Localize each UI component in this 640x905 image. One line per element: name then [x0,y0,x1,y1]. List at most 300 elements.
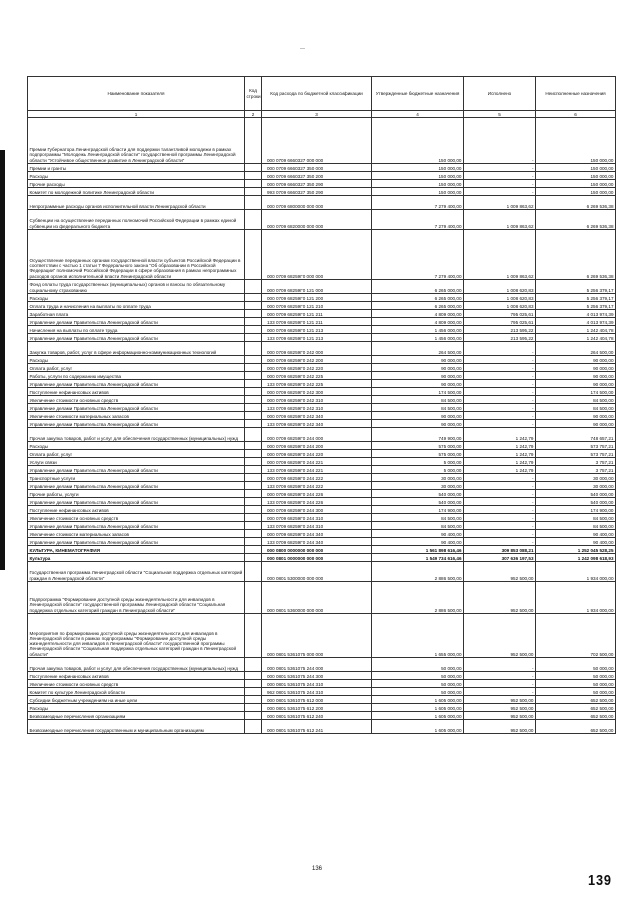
row-line-code-cell [245,412,262,420]
table-row [28,356,616,364]
row-name-cell: Безвозмездные перечисления организациям [28,712,245,720]
row-budget-code-cell: 133 0709 68259Г0 121 211 [262,318,372,326]
row-executed-cell: 1 242,79 [464,450,536,458]
row-executed-cell: - [464,530,536,538]
row-line-code-cell [245,372,262,380]
row-budget-code-cell: 000 0801 5361075 244 310 [262,680,372,688]
row-name-cell: Фонд оплаты труда государственных (муниципальных) органов и взносы по обязательному социальному страхованию [28,280,245,294]
row-approved-cell: 90 400,00 [372,530,464,538]
row-unexecuted-cell: 5 256 379,17 [536,294,616,302]
table-row [28,582,616,614]
row-executed-cell: - [464,514,536,522]
row-budget-code-cell: 000 0709 68259Г0 242 340 [262,412,372,420]
row-unexecuted-cell: 702 500,00 [536,614,616,658]
row-approved-cell: 5 000,00 [372,466,464,474]
row-name-cell: Увеличение стоимости основных средств [28,680,245,688]
row-budget-code-cell: 000 0800 0000000 000 000 [262,546,372,554]
row-unexecuted-cell: 573 757,21 [536,450,616,458]
row-unexecuted-cell: 90 000,00 [536,372,616,380]
row-executed-cell: 1 009 863,62 [464,230,536,280]
row-approved-cell: 2 886 500,00 [372,582,464,614]
row-budget-code-cell: 000 0709 68259Г0 244 000 [262,428,372,442]
column-number: 3 [262,111,372,118]
row-budget-code-cell: 000 0801 5360000 000 000 [262,582,372,614]
row-name-cell: Прочая закупка товаров, работ и услуг для обеспечения государственных (муниципальных) нужд [28,428,245,442]
row-line-code-cell [245,230,262,280]
row-line-code-cell [245,482,262,490]
table-row [28,522,616,530]
row-budget-code-cell: 000 0801 5361075 612 000 [262,696,372,704]
table-row [28,326,616,334]
row-line-code-cell [245,712,262,720]
row-executed-cell: 1 009 863,62 [464,210,536,230]
row-approved-cell: 7 279 400,00 [372,196,464,210]
row-budget-code-cell: 000 0801 5361075 612 240 [262,712,372,720]
row-unexecuted-cell: 150 000,00 [536,180,616,188]
row-unexecuted-cell: 540 000,00 [536,490,616,498]
row-approved-cell: 5 000,00 [372,458,464,466]
row-name-cell: Увеличение стоимости основных средств [28,396,245,404]
row-budget-code-cell: 000 0709 68259Г0 244 340 [262,530,372,538]
table-row [28,474,616,482]
row-budget-code-cell: 133 0709 68259Г0 244 310 [262,522,372,530]
row-unexecuted-cell: 1 242 404,78 [536,326,616,334]
row-line-code-cell [245,388,262,396]
row-approved-cell: 6 265 000,00 [372,302,464,310]
row-unexecuted-cell: 652 500,00 [536,712,616,720]
row-unexecuted-cell: 50 000,00 [536,680,616,688]
column-number: 4 [372,111,464,118]
row-unexecuted-cell: 3 757,21 [536,458,616,466]
row-name-cell: КУЛЬТУРА, КИНЕМАТОГРАФИЯ [28,546,245,554]
row-budget-code-cell: 962 0801 5361075 244 310 [262,688,372,696]
row-executed-cell: - [464,672,536,680]
row-name-cell: Увеличение стоимости материальных запасов [28,412,245,420]
row-approved-cell: 150 000,00 [372,164,464,172]
table-row [28,118,616,164]
row-unexecuted-cell: 1 934 000,00 [536,582,616,614]
row-unexecuted-cell: 90 000,00 [536,380,616,388]
header-approved: Утвержденные бюджетные назначения [372,77,464,111]
row-name-cell: Управление делами Правительства Ленинградской области [28,466,245,474]
row-line-code-cell [245,466,262,474]
row-approved-cell: 90 000,00 [372,380,464,388]
row-name-cell: Премии и гранты [28,164,245,172]
table-row [28,680,616,688]
table-row [28,672,616,680]
row-approved-cell: 575 000,00 [372,450,464,458]
row-name-cell: Поступление нефинансовых активов [28,506,245,514]
row-executed-cell: 952 500,00 [464,712,536,720]
row-budget-code-cell: 000 0801 0000000 000 000 [262,554,372,562]
handwritten-sheet-number: 139 [588,872,612,889]
row-executed-cell: - [464,188,536,196]
table-row [28,696,616,704]
row-unexecuted-cell: 573 757,21 [536,442,616,450]
row-name-cell: Субвенции на осуществление переданных полномочий Российской Федерации в рамках единой субвенции из федерального бюджета [28,210,245,230]
row-budget-code-cell: 000 0709 68259Г0 000 000 [262,230,372,280]
row-approved-cell: 150 000,00 [372,180,464,188]
row-approved-cell: 150 000,00 [372,188,464,196]
row-executed-cell: 952 500,00 [464,562,536,582]
row-unexecuted-cell: 150 000,00 [536,118,616,164]
row-executed-cell: - [464,658,536,672]
row-approved-cell: 540 000,00 [372,498,464,506]
row-budget-code-cell: 000 0709 68259Г0 244 222 [262,474,372,482]
row-line-code-cell [245,280,262,294]
row-approved-cell: 150 000,00 [372,118,464,164]
row-name-cell: Увеличение стоимости основных средств [28,514,245,522]
row-line-code-cell [245,530,262,538]
row-line-code-cell [245,450,262,458]
row-name-cell: Культура [28,554,245,562]
table-row [28,404,616,412]
table-row [28,530,616,538]
table-row [28,442,616,450]
row-budget-code-cell: 133 0709 68259Г0 242 340 [262,420,372,428]
row-line-code-cell [245,680,262,688]
table-row [28,428,616,442]
row-name-cell: Заработная плата [28,310,245,318]
table-row [28,302,616,310]
row-line-code-cell [245,164,262,172]
row-executed-cell: - [464,412,536,420]
row-approved-cell: 1 561 898 616,46 [372,546,464,554]
row-executed-cell: - [464,396,536,404]
table-row [28,562,616,582]
row-line-code-cell [245,546,262,554]
table-row [28,342,616,356]
row-name-cell: Управление делами Правительства Ленинградской области [28,482,245,490]
row-approved-cell: 90 000,00 [372,420,464,428]
row-line-code-cell [245,538,262,546]
row-executed-cell: 952 500,00 [464,614,536,658]
row-line-code-cell [245,326,262,334]
row-approved-cell: 264 500,00 [372,342,464,356]
row-budget-code-cell: 000 0709 68259Г0 244 226 [262,490,372,498]
row-line-code-cell [245,688,262,696]
row-approved-cell: 84 500,00 [372,404,464,412]
row-name-cell: Расходы [28,704,245,712]
row-executed-cell: 795 025,61 [464,310,536,318]
row-line-code-cell [245,720,262,734]
left-binding-bar [0,150,5,570]
table-row [28,514,616,522]
row-approved-cell: 1 549 734 616,46 [372,554,464,562]
header-executed: Исполнено [464,77,536,111]
row-name-cell: Начисления на выплаты по оплате труда [28,326,245,334]
row-executed-cell: 952 500,00 [464,704,536,712]
row-executed-cell: 795 025,61 [464,318,536,326]
row-line-code-cell [245,582,262,614]
row-budget-code-cell: 000 0709 6800000 000 000 [262,196,372,210]
row-line-code-cell [245,356,262,364]
row-name-cell: Управление делами Правительства Ленинградской области [28,334,245,342]
row-approved-cell: 6 265 000,00 [372,294,464,302]
table-row [28,450,616,458]
row-executed-cell: 309 853 088,21 [464,546,536,554]
table-row [28,412,616,420]
row-approved-cell: 30 000,00 [372,482,464,490]
row-unexecuted-cell: 6 269 536,38 [536,210,616,230]
row-line-code-cell [245,180,262,188]
table-row [28,506,616,514]
row-unexecuted-cell: 1 242 098 618,93 [536,554,616,562]
table-row [28,396,616,404]
row-approved-cell: 1 605 000,00 [372,712,464,720]
row-budget-code-cell: 000 0709 6820000 000 000 [262,210,372,230]
row-budget-code-cell: 000 0709 68259Г0 121 213 [262,326,372,334]
row-name-cell: Прочие работы, услуги [28,490,245,498]
row-budget-code-cell: 993 0709 6660327 350 290 [262,188,372,196]
row-approved-cell: 90 000,00 [372,364,464,372]
table-row [28,188,616,196]
row-name-cell: Прочие расходы [28,180,245,188]
row-name-cell: Субсидии бюджетным учреждениям на иные цели [28,696,245,704]
table-row [28,380,616,388]
row-line-code-cell [245,118,262,164]
row-name-cell: Расходы [28,294,245,302]
row-executed-cell: - [464,388,536,396]
row-unexecuted-cell: 30 000,00 [536,474,616,482]
row-name-cell: Безвозмездные перечисления государственным и муниципальным организациям [28,720,245,734]
row-approved-cell: 1 605 000,00 [372,720,464,734]
row-name-cell: Государственная программа Ленинградской области "Социальная поддержка отдельных категорий граждан в Ленинградской области" [28,562,245,582]
row-unexecuted-cell: 264 500,00 [536,342,616,356]
row-name-cell: Управление делами Правительства Ленинградской области [28,404,245,412]
row-budget-code-cell: 000 0801 5361075 612 200 [262,704,372,712]
row-executed-cell: - [464,688,536,696]
row-unexecuted-cell: 84 500,00 [536,514,616,522]
table-row [28,334,616,342]
row-line-code-cell [245,428,262,442]
row-budget-code-cell: 000 0709 6660327 350 290 [262,180,372,188]
row-name-cell: Управление делами Правительства Ленинградской области [28,420,245,428]
row-executed-cell: 213 595,22 [464,334,536,342]
row-executed-cell: - [464,522,536,530]
row-executed-cell: - [464,342,536,356]
row-unexecuted-cell: 90 000,00 [536,356,616,364]
row-executed-cell: 952 500,00 [464,720,536,734]
row-approved-cell: 90 000,00 [372,412,464,420]
table-row [28,420,616,428]
row-approved-cell: 90 400,00 [372,538,464,546]
row-line-code-cell [245,658,262,672]
row-executed-cell: 952 500,00 [464,696,536,704]
row-executed-cell: 1 242,79 [464,428,536,442]
row-line-code-cell [245,380,262,388]
table-header-row [28,77,616,111]
column-number: 2 [245,111,262,118]
row-name-cell: Подпрограмма "Формирование доступной среды жизнедеятельности для инвалидов в Ленинградской области" государственной программы Ленинградской области "Социальная поддержка отдельных категорий граждан в Ленинградской области" [28,582,245,614]
row-name-cell: Расходы [28,172,245,180]
row-unexecuted-cell: 1 252 045 528,25 [536,546,616,554]
row-approved-cell: 7 279 400,00 [372,230,464,280]
row-name-cell: Комитет по культуре Ленинградской области [28,688,245,696]
row-executed-cell: - [464,680,536,688]
row-line-code-cell [245,506,262,514]
table-row [28,482,616,490]
row-unexecuted-cell: 540 000,00 [536,498,616,506]
column-number: 6 [536,111,616,118]
row-budget-code-cell: 000 0709 68259Г0 242 000 [262,342,372,356]
row-name-cell: Управление делами Правительства Ленинградской области [28,380,245,388]
row-unexecuted-cell: 748 657,21 [536,428,616,442]
column-number: 5 [464,111,536,118]
row-budget-code-cell: 000 0709 6660327 000 000 [262,118,372,164]
row-unexecuted-cell: 90 400,00 [536,538,616,546]
row-budget-code-cell: 133 0709 68259Г0 244 221 [262,466,372,474]
row-approved-cell: 2 886 500,00 [372,562,464,582]
row-executed-cell: 1 008 620,83 [464,302,536,310]
row-executed-cell: 1 242,79 [464,466,536,474]
row-name-cell: Прочая закупка товаров, работ и услуг для обеспечения государственных (муниципальных) нужд [28,658,245,672]
row-unexecuted-cell: 6 269 536,38 [536,196,616,210]
row-line-code-cell [245,490,262,498]
row-unexecuted-cell: 174 500,00 [536,388,616,396]
table-row [28,318,616,326]
row-executed-cell: - [464,356,536,364]
row-approved-cell: 749 900,00 [372,428,464,442]
table-row [28,280,616,294]
row-approved-cell: 1 605 000,00 [372,704,464,712]
row-line-code-cell [245,188,262,196]
row-approved-cell: 6 265 000,00 [372,280,464,294]
header-line-code: Код строки [245,77,262,111]
table-row [28,310,616,318]
row-line-code-cell [245,210,262,230]
row-executed-cell: - [464,420,536,428]
table-row [28,546,616,554]
row-name-cell: Оплата труда и начисления на выплаты по оплате труда [28,302,245,310]
row-approved-cell: 1 605 000,00 [372,696,464,704]
row-approved-cell: 50 000,00 [372,658,464,672]
row-executed-cell: 952 500,00 [464,582,536,614]
table-row [28,294,616,302]
row-unexecuted-cell: 652 500,00 [536,696,616,704]
row-approved-cell: 90 000,00 [372,372,464,380]
row-unexecuted-cell: 6 269 536,38 [536,230,616,280]
row-line-code-cell [245,364,262,372]
row-line-code-cell [245,302,262,310]
row-line-code-cell [245,442,262,450]
table-row [28,164,616,172]
table-row [28,210,616,230]
row-executed-cell: - [464,164,536,172]
page-number: 136 [312,866,323,872]
table-row [28,466,616,474]
row-unexecuted-cell: 90 000,00 [536,364,616,372]
row-line-code-cell [245,342,262,356]
row-approved-cell: 50 000,00 [372,680,464,688]
row-name-cell: Поступление нефинансовых активов [28,388,245,396]
row-unexecuted-cell: 652 500,00 [536,704,616,712]
table-row [28,498,616,506]
row-name-cell: Расходы [28,442,245,450]
row-name-cell: Непрограммные расходы органов исполнительной власти Ленинградской области [28,196,245,210]
table-row [28,614,616,658]
row-approved-cell: 150 000,00 [372,172,464,180]
table-row [28,712,616,720]
row-approved-cell: 4 809 000,00 [372,310,464,318]
row-line-code-cell [245,196,262,210]
table-body [28,118,616,734]
row-unexecuted-cell: 5 256 379,17 [536,280,616,294]
row-unexecuted-cell: 3 757,21 [536,466,616,474]
row-unexecuted-cell: 150 000,00 [536,188,616,196]
row-name-cell: Мероприятия по формированию доступной среды жизнедеятельности для инвалидов в Ленинградской области в рамках подпрограммы "Формирование доступной среды жизнедеятельности для инвалидов в Ленинградской области" государственной программы Ленинградской области "Социальная поддержка отдельных категорий граждан в Ленинградской области" [28,614,245,658]
row-name-cell: Премии Губернатора Ленинградской области для поддержки талантливой молодежи в рамках подпрограммы "Молодежь Ленинградской области" государственной программы Ленинградской области "Устойчивое общественное развитие в Ленинградской области" [28,118,245,164]
row-executed-cell: - [464,380,536,388]
row-budget-code-cell: 000 0801 5300000 000 000 [262,562,372,582]
row-approved-cell: 1 456 000,00 [372,326,464,334]
row-unexecuted-cell: 90 400,00 [536,530,616,538]
row-line-code-cell [245,704,262,712]
row-budget-code-cell: 000 0801 5361075 000 000 [262,614,372,658]
header-unexecuted: Неисполненные назначения [536,77,616,111]
row-name-cell: Управление делами Правительства Ленинградской области [28,522,245,530]
column-number-row [28,111,616,118]
row-name-cell: Осуществление переданных органам государственной власти субъектов Российской Федерации в соответствии с частью 1 статьи 7 Федерального закона "Об образовании в Российской Федерации" полномочий Российской Федерации в сфере образования в рамках непрограммных расходов органов исполнительной власти Ленинградской области [28,230,245,280]
row-budget-code-cell: 133 0709 68259Г0 244 340 [262,538,372,546]
row-executed-cell: 1 242,79 [464,442,536,450]
row-approved-cell: 50 000,00 [372,688,464,696]
header-budget-code: Код расхода по бюджетной классификации [262,77,372,111]
row-budget-code-cell: 000 0709 68259Г0 121 211 [262,310,372,318]
row-line-code-cell [245,420,262,428]
row-budget-code-cell: 000 0709 68259Г0 242 200 [262,356,372,364]
row-budget-code-cell: 133 0709 68259Г0 121 213 [262,334,372,342]
row-budget-code-cell: 133 0709 68259Г0 242 310 [262,404,372,412]
row-budget-code-cell: 000 0709 68259Г0 244 300 [262,506,372,514]
table-row [28,658,616,672]
row-budget-code-cell: 000 0709 68259Г0 244 221 [262,458,372,466]
row-unexecuted-cell: 1 934 000,00 [536,562,616,582]
row-name-cell: Расходы [28,356,245,364]
row-executed-cell: - [464,172,536,180]
row-approved-cell: 7 279 400,00 [372,210,464,230]
row-unexecuted-cell: 90 000,00 [536,412,616,420]
row-name-cell: Поступление нефинансовых активов [28,672,245,680]
row-budget-code-cell: 000 0709 68259Г0 121 000 [262,280,372,294]
row-name-cell: Оплата работ, услуг [28,364,245,372]
row-executed-cell: 1 242,79 [464,458,536,466]
row-line-code-cell [245,514,262,522]
row-executed-cell: - [464,364,536,372]
row-line-code-cell [245,294,262,302]
row-unexecuted-cell: 84 500,00 [536,522,616,530]
row-executed-cell: 213 595,22 [464,326,536,334]
top-dash-mark: — [300,46,305,52]
row-executed-cell: - [464,498,536,506]
row-line-code-cell [245,554,262,562]
row-unexecuted-cell: 150 000,00 [536,164,616,172]
row-name-cell: Управление делами Правительства Ленинградской области [28,498,245,506]
row-executed-cell: - [464,372,536,380]
row-line-code-cell [245,310,262,318]
row-unexecuted-cell: 50 000,00 [536,658,616,672]
row-line-code-cell [245,318,262,326]
row-executed-cell: 307 636 197,53 [464,554,536,562]
row-unexecuted-cell: 150 000,00 [536,172,616,180]
row-line-code-cell [245,404,262,412]
row-budget-code-cell: 000 0709 68259Г0 242 300 [262,388,372,396]
row-line-code-cell [245,334,262,342]
row-executed-cell: 1 008 620,83 [464,294,536,302]
row-executed-cell: - [464,474,536,482]
row-line-code-cell [245,672,262,680]
row-budget-code-cell: 000 0801 5361075 612 241 [262,720,372,734]
